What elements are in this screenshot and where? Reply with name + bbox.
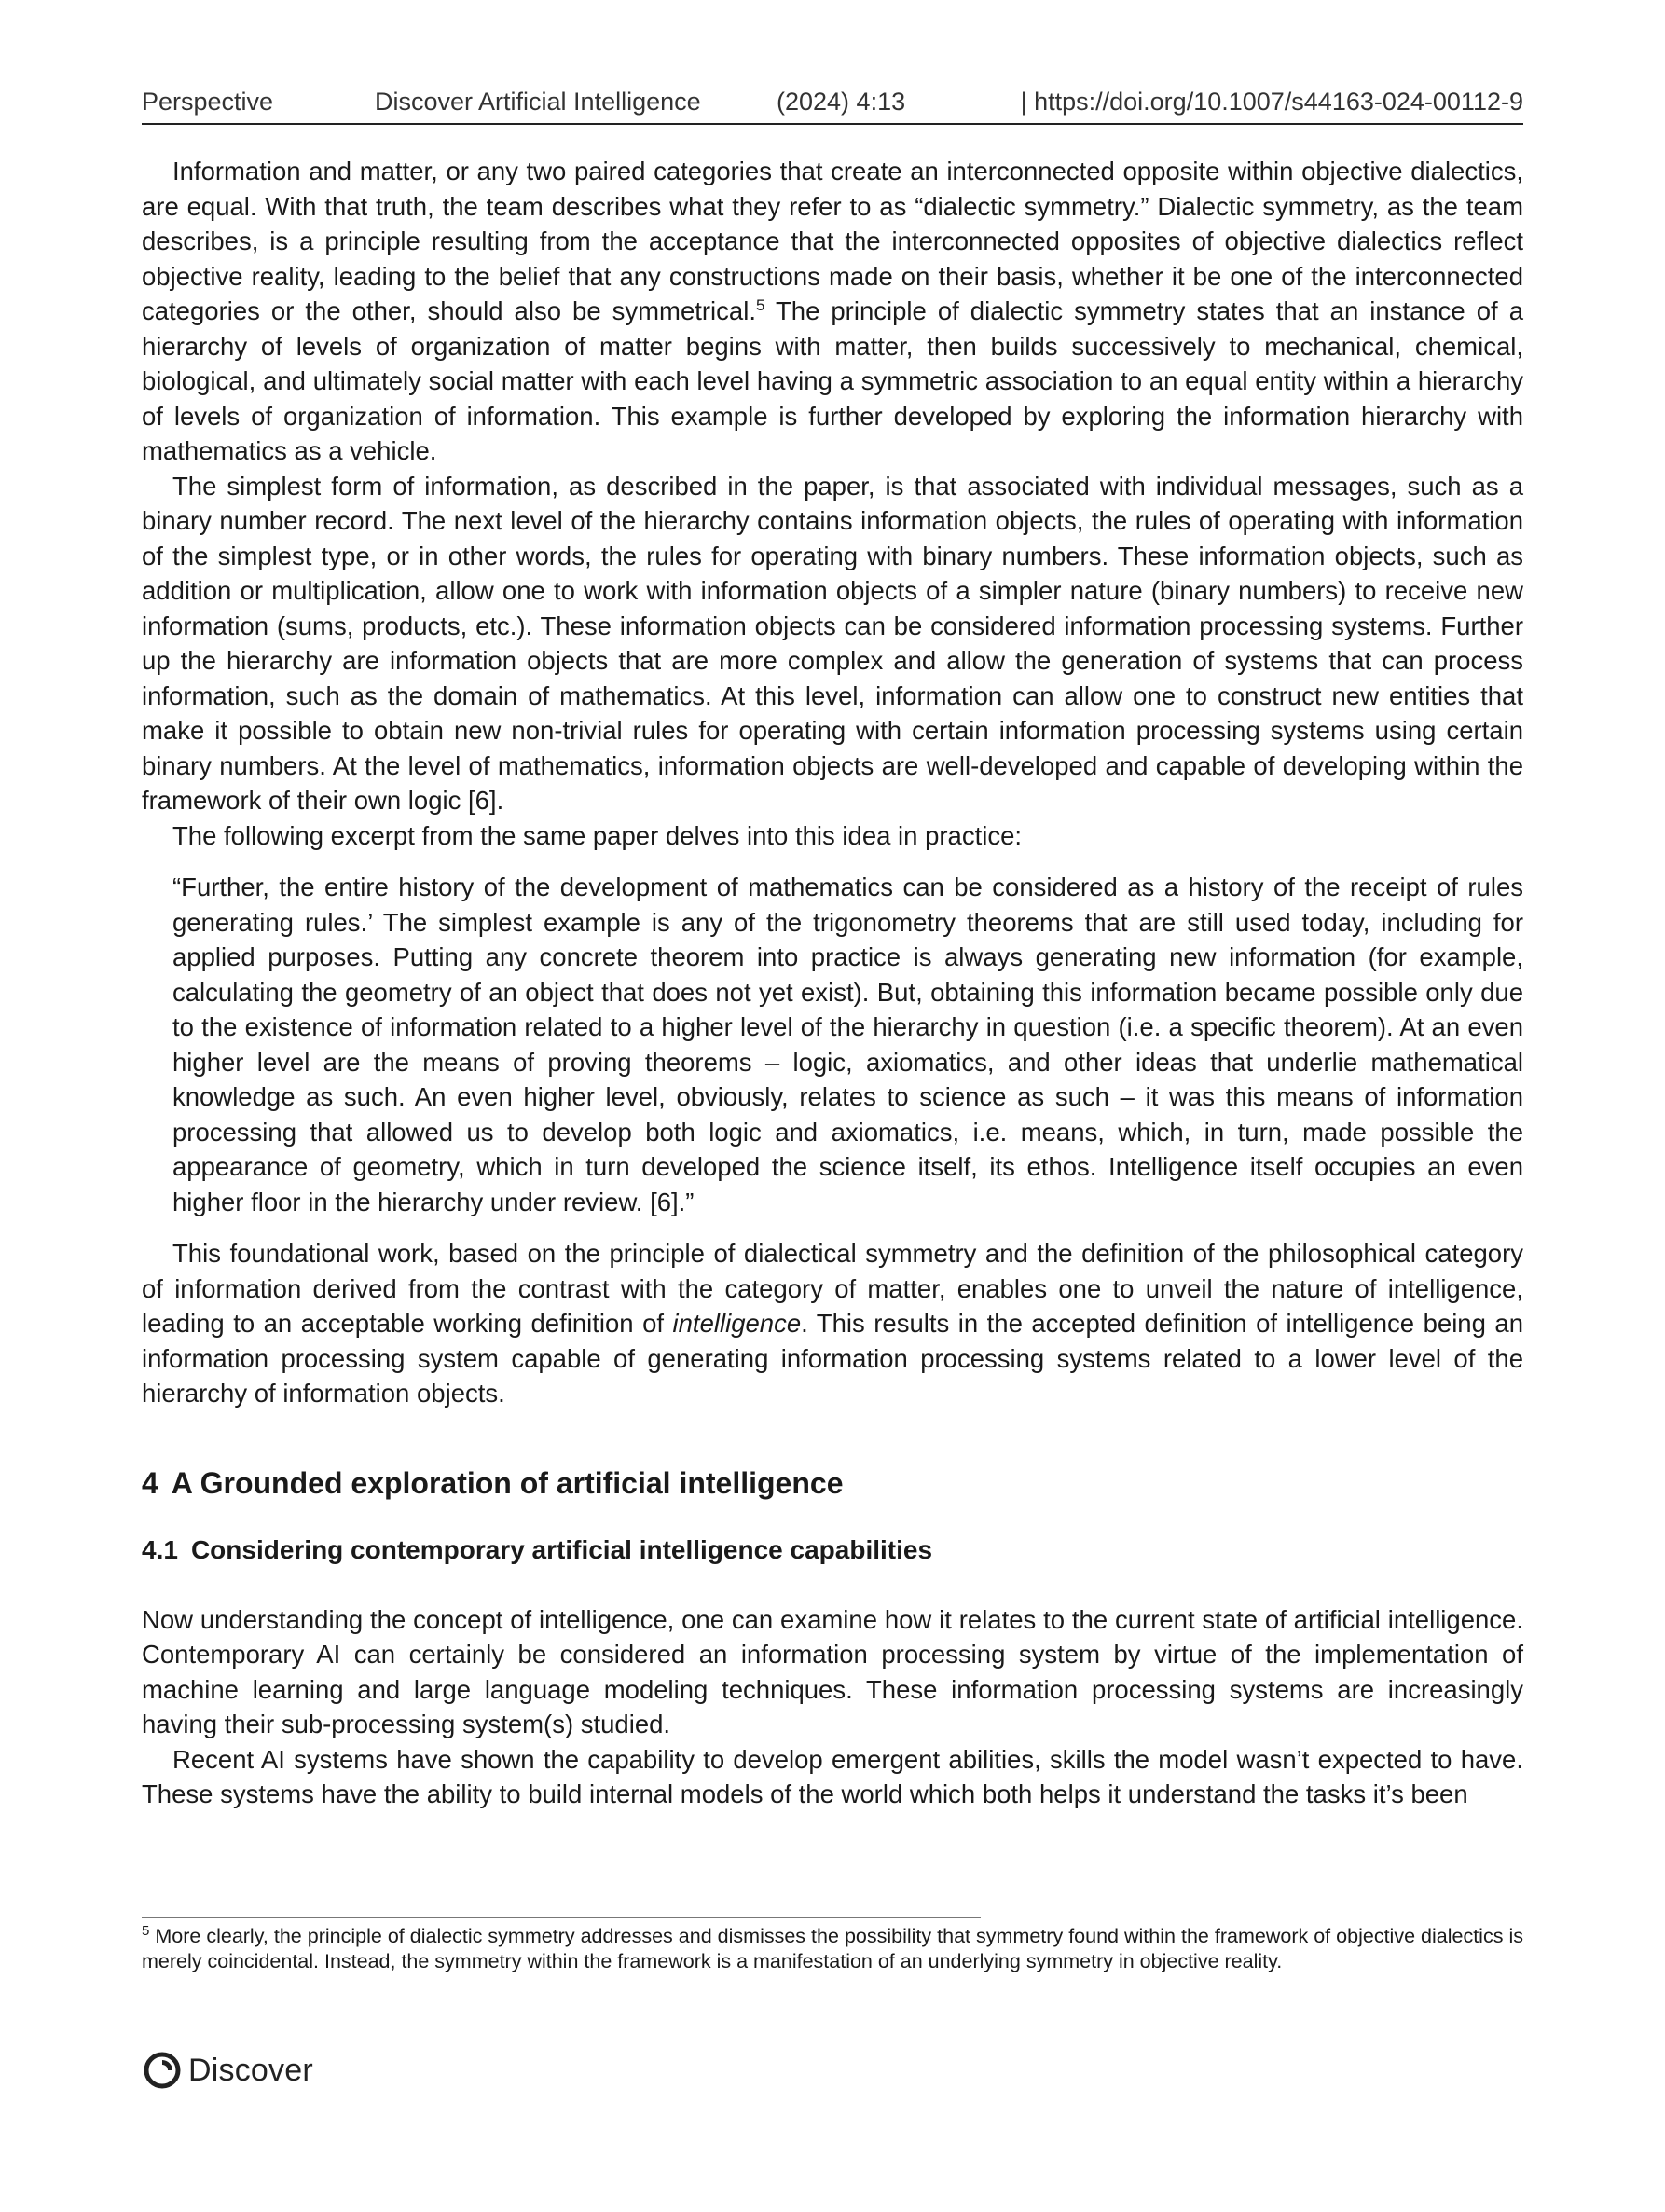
publisher-brand: [144, 2050, 313, 2091]
subsection-heading: [142, 1533, 1523, 1567]
subsection-title: Considering contemporary artificial intelligence capabilities: [190, 1534, 933, 1564]
section-number: 4: [142, 1465, 158, 1500]
year-volume: (2024) 4:13: [777, 88, 906, 116]
paragraph: This foundational work, based on the principle of dialectical symmetry and the definition of the philosophical category of information derived from the contrast with the category of matter, enables one to unveil the nature of intelligence, leading to an acceptable working definition of intelligence. This results in the accepted definition of intelligence being an information processing system capable of generating information processing systems related to a lower level of the hierarchy of information objects.: [142, 1239, 1523, 1408]
paragraph: Recent AI systems have shown the capability to develop emergent abilities, skills the model wasn’t expected to have. These systems have the ability to build internal models of the world which both helps it understand the tasks it’s been: [142, 1744, 1523, 1808]
footnote-divider: [142, 1917, 981, 1918]
paragraph: Now understanding the concept of intelligence, one can examine how it relates to the current state of artificial intelligence. Contemporary AI can certainly be considered an information processing system by virtue of the implementation of machine learning and large language modeling techniques. These information processing systems are increasingly having their sub-processing system(s) studied.: [142, 1604, 1523, 1738]
paragraph: Information and matter, or any two paired categories that create an interconnected opposite within objective dialectics, are equal. With that truth, the team describes what they refer to as “dialectic symmetry.” Dialectic symmetry, as the team describes, is a principle resulting from the acceptance that the interconnected opposites of objective dialectics reflect objective reality, leading to the belief that any constructions made on their basis, whether it be one of the interconnected categories or the other, should also be symmetrical.$^5$ The principle of dialectic symmetry states that an instance of a hierarchy of levels of organization of matter begins with matter, then builds successively to mechanical, chemical, biological, and ultimately social matter with each level having a symmetric association to an equal entity within a hierarchy of levels of organization of information. This example is further developed by exploring the information hierarchy with mathematics as a vehicle.: [142, 157, 1523, 465]
subsection-number: 4.1: [142, 1534, 178, 1564]
paragraph: The simplest form of information, as described in the paper, is that associated with individual messages, such as a binary number record. The next level of the hierarchy contains information objects, the rules of operating with information of the simplest type, or in other words, the rules for operating with binary numbers. These information objects, such as addition or multiplication, allow one to work with information objects of a simpler nature (binary numbers) to receive new information (sums, products, etc.). These information objects can be considered information processing systems. Further up the hierarchy are information objects that are more complex and allow the generation of systems that can process information, such as the domain of mathematics. At this level, information can allow one to construct new entities that make it possible to obtain new non-trivial rules for operating with certain information processing systems using certain binary numbers. At the level of mathematics, information objects are well-developed and capable of developing within the framework of their own logic [6].: [142, 471, 1523, 815]
section-heading: [142, 1464, 1523, 1502]
footnote-marker: 5: [142, 1922, 150, 1939]
paper-page: [142, 0, 1523, 2212]
discover-logo-icon: [144, 2052, 181, 2089]
footnote-text: More clearly, the principle of dialectic symmetry addresses and dismisses the possibility that symmetry found within the framework of objective dialectics is merely coincidental. Instead, the symmetry within the framework is a manifestation of an underlying symmetry in objective reality.: [142, 1925, 1523, 1972]
italic-term: intelligence: [672, 1309, 802, 1338]
block-quote: “Further, the entire history of the development of mathematics can be considered as a history of the receipt of rules generating rules.’ The simplest example is any of the trigonometry theorems that are still used today, including for applied purposes. Putting any concrete theorem into practice is always generating new information (for example, calculating the geometry of an object that does not yet exist). But, obtaining this information became possible only due to the existence of information related to a higher level of the hierarchy in question (i.e. a specific theorem). At an even higher level are the means of proving theorems – logic, axiomatics, and other ideas that underlie mathematical knowledge as such. An even higher level, obviously, relates to science as such – it was this means of information processing that allowed us to develop both logic and axiomatics, i.e. means, which, in turn, made possible the appearance of geometry, which in turn developed the science itself, its ethos. Intelligence itself occupies an even higher floor in the hierarchy under review. [6].”: [172, 872, 1523, 1216]
footnote: [142, 1924, 1523, 1974]
section-title: A Grounded exploration of artificial intelligence: [171, 1465, 844, 1500]
journal-name: Discover Artificial Intelligence: [375, 88, 701, 116]
doi-link[interactable]: | https://doi.org/10.1007/s44163-024-00112-9: [1020, 88, 1523, 116]
body-text: [142, 154, 1523, 1812]
brand-name: Discover: [188, 2052, 313, 2088]
article-type: Perspective: [142, 88, 274, 116]
running-header: [142, 86, 1523, 125]
paragraph: The following excerpt from the same paper delves into this idea in practice:: [172, 820, 1023, 850]
footnote-ref[interactable]: 5: [755, 295, 765, 314]
